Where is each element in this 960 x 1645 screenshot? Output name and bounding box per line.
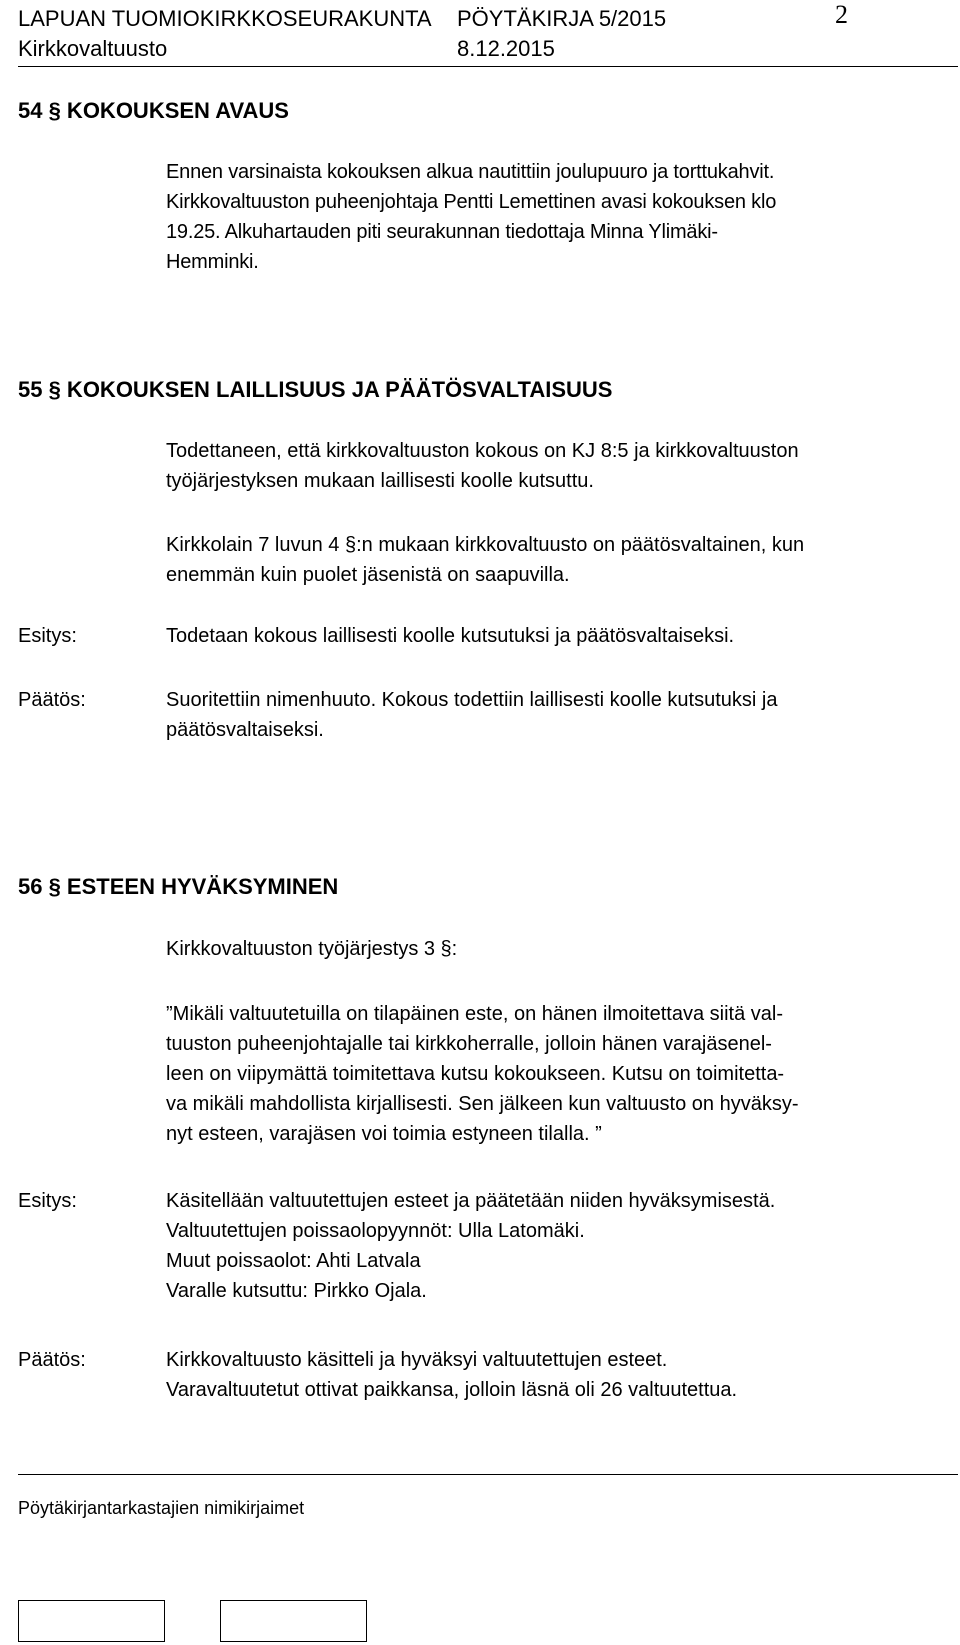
section-56-heading: 56 § ESTEEN HYVÄKSYMINEN	[18, 874, 339, 899]
section-56-esitys-label: Esitys:	[18, 1190, 77, 1212]
text-line: Todettaneen, että kirkkovaltuuston kokous on KJ 8:5 ja kirkkovaltuuston	[166, 440, 799, 462]
section-55-para2	[166, 530, 804, 590]
footer-initials-label: Pöytäkirjantarkastajien nimikirjaimet	[18, 1498, 305, 1518]
text-line: Varavaltuutetut ottivat paikkansa, jolloin läsnä oli 26 valtuutettua.	[166, 1379, 738, 1401]
text-line: Käsitellään valtuutettujen esteet ja päätetään niiden hyväksymisestä.	[166, 1190, 776, 1212]
section-56-esitys	[166, 1186, 775, 1306]
header-date: 8.12.2015	[457, 36, 555, 61]
section-54-heading: 54 § KOKOUKSEN AVAUS	[18, 98, 289, 123]
text-line: Muut poissaolot: Ahti Latvala	[166, 1250, 421, 1272]
text-line: enemmän kuin puolet jäsenistä on saapuvilla.	[166, 564, 570, 586]
section-56-intro: Kirkkovaltuuston työjärjestys 3 §:	[166, 938, 458, 960]
section-54-text	[166, 157, 776, 277]
section-56-paatos-label: Päätös:	[18, 1349, 86, 1371]
section-56-paatos	[166, 1345, 737, 1405]
section-55-paatos-label: Päätös:	[18, 689, 86, 711]
initials-box[interactable]	[18, 1600, 165, 1642]
text-line: Suoritettiin nimenhuuto. Kokous todettiin laillisesti koolle kutsutuksi ja	[166, 689, 778, 711]
text-line: Valtuutettujen poissaolopyynnöt: Ulla Latomäki.	[166, 1220, 585, 1242]
section-55-heading: 55 § KOKOUKSEN LAILLISUUS JA PÄÄTÖSVALTAISUUS	[18, 377, 613, 402]
text-line: 19.25. Alkuhartauden piti seurakunnan tiedottaja Minna Ylimäki-	[166, 221, 718, 243]
section-55-esitys: Todetaan kokous laillisesti koolle kutsutuksi ja päätösvaltaiseksi.	[166, 625, 735, 647]
section-55-para1	[166, 436, 799, 496]
section-56-quote	[166, 999, 799, 1149]
page-number: 2	[835, 0, 848, 29]
section-55-paatos	[166, 685, 777, 745]
footer-rule	[18, 1474, 958, 1475]
text-line: päätösvaltaiseksi.	[166, 719, 324, 741]
text-line: työjärjestyksen mukaan laillisesti koolle kutsuttu.	[166, 470, 594, 492]
text-line: Hemminki.	[166, 251, 259, 273]
text-line: Ennen varsinaista kokouksen alkua nautittiin joulupuuro ja torttukahvit.	[166, 161, 775, 183]
text-line: Varalle kutsuttu: Pirkko Ojala.	[166, 1280, 427, 1302]
quote-line: va mikäli mahdollista kirjallisesti. Sen jälkeen kun valtuusto on hyväksy-	[166, 1093, 799, 1115]
text-line: Kirkkolain 7 luvun 4 §:n mukaan kirkkovaltuusto on päätösvaltainen, kun	[166, 534, 805, 556]
header-org: LAPUAN TUOMIOKIRKKOSEURAKUNTA	[18, 6, 432, 31]
header-body-name: Kirkkovaltuusto	[18, 36, 168, 61]
text-line: Kirkkovaltuuston puheenjohtaja Pentti Lemettinen avasi kokouksen klo	[166, 191, 777, 213]
header-rule	[18, 66, 958, 67]
section-55-esitys-label: Esitys:	[18, 625, 77, 647]
text-line: Kirkkovaltuusto käsitteli ja hyväksyi valtuutettujen esteet.	[166, 1349, 668, 1371]
initials-box[interactable]	[220, 1600, 367, 1642]
quote-line: nyt esteen, varajäsen voi toimia estyneen tilalla. ”	[166, 1123, 602, 1145]
quote-line: tuuston puheenjohtajalle tai kirkkoherralle, jolloin hänen varajäsenel-	[166, 1033, 772, 1055]
header-doc: PÖYTÄKIRJA 5/2015	[457, 6, 667, 31]
quote-line: leen on viipymättä toimitettava kutsu kokoukseen. Kutsu on toimitetta-	[166, 1063, 785, 1085]
quote-line: ”Mikäli valtuutetuilla on tilapäinen este, on hänen ilmoitettava siitä val-	[166, 1003, 784, 1025]
